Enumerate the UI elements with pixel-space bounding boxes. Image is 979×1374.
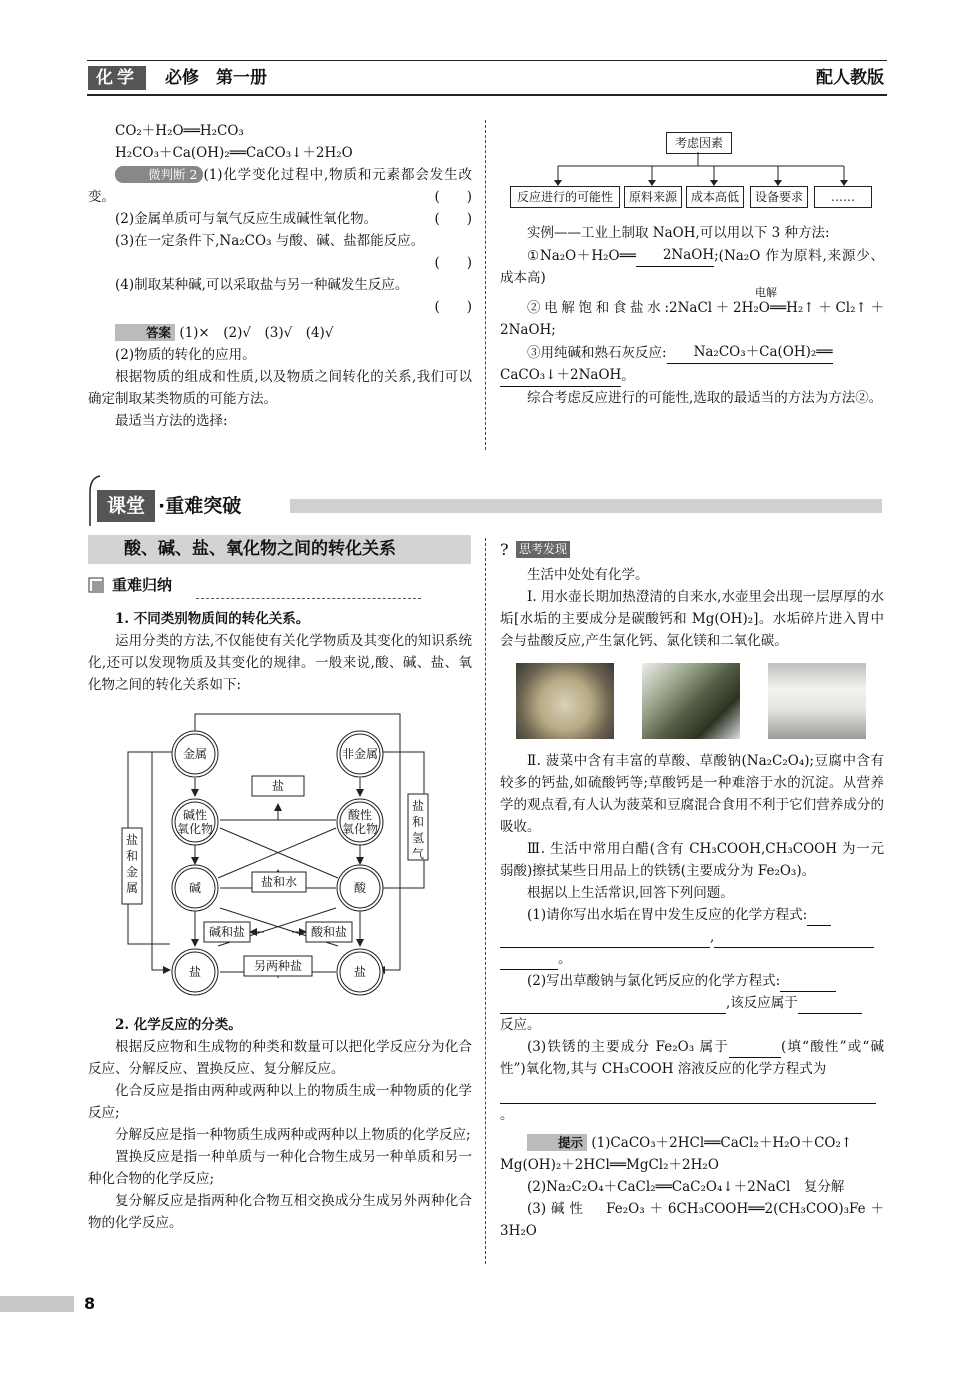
punctuation: 。 [621, 368, 635, 384]
answer-blank[interactable] [714, 947, 874, 948]
column-divider [485, 120, 486, 450]
book-title: 必修 第一册 [165, 68, 267, 88]
side-right-label: 气 [411, 847, 425, 861]
side-right-label: 氢 [411, 831, 425, 845]
answer-text: (1)× (2)√ (3)√ (4)√ [179, 325, 334, 341]
paragraph: (2)物质的转化的应用。 [115, 347, 256, 363]
paragraph: 根据物质的组成和性质,以及物质之间转化的关系,我们可以确定制取某类物质的可能方法。 [88, 369, 472, 407]
summary-rule [196, 598, 421, 599]
node-metal: 金属 [182, 747, 208, 761]
judge-question-2: (2)金属单质可与氧气反应生成碱性氧化物。 [115, 211, 378, 227]
judge-question-3: (3)在一定条件下,Na₂CO₃ 与酸、碱、盐都能反应。 [115, 233, 425, 249]
question-2-cont: ,该反应属于 [726, 995, 798, 1011]
answer-blank[interactable] [798, 1013, 862, 1014]
top-right-column [500, 222, 884, 409]
notebook-icon [88, 576, 106, 594]
answer-paren: ( ) [434, 299, 472, 315]
hint-tag: 提示 [527, 1134, 587, 1151]
side-right-label: 和 [411, 815, 425, 829]
paragraph: 生活中处处有化学。 [527, 567, 649, 583]
paragraph: 运用分类的方法,不仅能使有关化学物质及其变化的知识系统化,还可以发现物质及其变化的规律。一般来说,酸、碱、盐、氧化物之间的转化关系如下: [88, 633, 472, 693]
side-left-label: 和 [125, 849, 139, 863]
heading: 2. 化学反应的分类。 [115, 1017, 242, 1033]
box-acid-salt: 酸和盐 [310, 925, 348, 939]
answer-paren: ( ) [434, 255, 472, 271]
right-body-mid: Ⅱ. 菠菜中含有丰富的草酸、草酸钠(Na₂C₂O₄);豆腐中含有较多的钙盐,如硫酸钙等;草酸钙是一种难溶于水的沉淀。从营养学的观点看,有人认为菠菜和豆腐混合食用不利于它们营养成分的吸收。 Ⅲ. 生活中常用白醋(含有 CH₃COOH,CH₃COOH 为一元弱酸)擦拭某些日用品上的铁锈(主要成分为 Fe₂O₃)。 根据以上生活常识,回答下列问题。 (1)请你写出水垢在胃中发生反应的化学方程式: , 。 (2)写出草酸钠与氯化钙反应的化学方程式: ,该反应属于 反应。 (3)铁锈的主要成分 Fe₂O₃ 属于 (填“酸性”或“碱性”)氧化物,其与 CH₃COOH 溶液反应的化学方程式为 。 提示 (1)CaCO₃＋2HCl══CaCl₂＋H₂O＋CO₂↑ Mg(OH)₂＋2HCl══MgCl₂＋2H₂O (2)Na₂C₂O₄＋CaCl₂══CaC₂O₄↓＋2NaCl 复分解 (3)碱性 Fe₂O₃＋6CH₃COOH══2(CH₃COO)₃Fe＋3H₂O [500, 750, 884, 1242]
heading: 1. 不同类别物质间的转化关系。 [115, 611, 310, 627]
hint-1: (1)CaCO₃＋2HCl══CaCl₂＋H₂O＋CO₂↑ [591, 1135, 853, 1151]
paragraph: 根据反应物和生成物的种类和数量可以把化学反应分为化合反应、分解反应、置换反应、复分解反应。 [88, 1039, 472, 1077]
method-1-equation: ①Na₂O＋H₂O══ [527, 248, 636, 264]
electrolysis-condition: 电解 [755, 286, 777, 299]
hint-3: (3)碱性 Fe₂O₃＋6CH₃COOH══2(CH₃COO)₃Fe＋3H₂O [500, 1201, 884, 1239]
method-2: ②电解饱和食盐水:2NaCl＋2H₂O══H₂↑＋Cl₂↑＋2NaOH; [500, 300, 884, 338]
think-tag: 思考发现 [516, 541, 570, 558]
edition-label: 配人教版 [816, 68, 884, 88]
box-base-salt: 碱和盐 [208, 925, 246, 939]
section-title: ·重难突破 [158, 495, 242, 517]
method-3-fill: Na₂CO₃＋Ca(OH)₂══ [667, 341, 833, 364]
hint-2: (2)Na₂C₂O₄＋CaCl₂══CaC₂O₄↓＋2NaCl 复分解 [527, 1179, 845, 1195]
node-basic-oxide: 碱性 [182, 808, 208, 822]
method-3-fill: CaCO₃↓＋2NaOH [500, 364, 621, 387]
question-3: (3)铁锈的主要成分 Fe₂O₃ 属于 [527, 1039, 729, 1055]
answer-paren: ( ) [434, 189, 472, 205]
method-3-label: ③用纯碱和熟石灰反应: [527, 345, 667, 361]
factors-connectors [500, 152, 884, 186]
factor-item: 成本高低 [686, 186, 744, 208]
question-3-cont: (填“酸性”或“碱性”)氧化物,其与 CH₃COOH 溶液反应的化学方程式为 [500, 1039, 884, 1077]
factors-root: 考虑因素 [666, 132, 732, 154]
conversion-diagram [88, 708, 472, 1010]
factor-item: 反应进行的可能性 [510, 186, 620, 208]
box-salt: 盐 [271, 779, 285, 793]
equation: H₂CO₃＋Ca(OH)₂══CaCO₃↓＋2H₂O [115, 145, 353, 161]
answer-blank[interactable] [500, 1103, 876, 1104]
subject-label: 化学 [88, 66, 146, 90]
paragraph: 实例——工业上制取 NaOH,可以用以下 3 种方法: [527, 225, 830, 241]
equation: CO₂＋H₂O══H₂CO₃ [115, 123, 244, 139]
question-2-end: 反应。 [500, 1017, 541, 1033]
node-acidic-oxide: 酸性 [347, 808, 373, 822]
judge-question-4: (4)制取某种碱,可以采取盐与另一种碱发生反应。 [115, 277, 409, 293]
paragraph: 根据以上生活常识,回答下列问题。 [527, 885, 734, 901]
section-label: 课堂 [97, 490, 155, 522]
method-1-fill: 2NaOH [636, 244, 714, 267]
side-left-label: 金 [125, 865, 139, 879]
node-acidic-oxide-2: 氧化物 [341, 822, 379, 836]
node-salt-left: 盐 [188, 965, 202, 979]
paragraph: Ⅰ. 用水壶长期加热澄清的自来水,水壶里会出现一层厚厚的水垢[水垢的主要成分是碳酸钙和 Mg(OH)₂]。水垢碎片进入胃中会与盐酸反应,产生氯化钙、氯化镁和二氧化碳。 [500, 589, 884, 649]
spinach-photo [642, 663, 740, 739]
box-salt-water: 盐和水 [260, 875, 298, 889]
footer-bar [0, 1296, 74, 1312]
question-2: (2)写出草酸钠与氯化钙反应的化学方程式: [527, 973, 781, 989]
left-body-bottom [88, 1014, 472, 1234]
paragraph: Ⅱ. 菠菜中含有丰富的草酸、草酸钠(Na₂C₂O₄);豆腐中含有较多的钙盐,如硫酸钙等;草酸钙是一种难溶于水的沉淀。从营养学的观点看,有人认为菠菜和豆腐混合食用不利于它们营养成分的吸收。 [500, 753, 884, 835]
judge-question-1: (1)化学变化过程中,物质和元素都会发生改变。 [88, 167, 472, 205]
node-acid: 酸 [353, 881, 367, 895]
section-rule [290, 499, 882, 513]
page-number: 8 [84, 1294, 96, 1313]
answer-paren: ( ) [434, 211, 472, 227]
summary-tag: 重难归纳 [112, 576, 173, 594]
side-left-label: 盐 [125, 833, 139, 847]
paragraph: 化合反应是指由两种或两种以上的物质生成一种物质的化学反应; [88, 1083, 472, 1121]
box-two-salts: 另两种盐 [253, 959, 303, 973]
right-body-top [500, 564, 884, 652]
node-nonmetal: 非金属 [341, 747, 379, 761]
paragraph: 综合考虑反应进行的可能性,选取的最适当的方法为方法②。 [527, 390, 883, 406]
paragraph: 复分解反应是指两种化合物互相交换成分生成另外两种化合物的化学反应。 [88, 1193, 472, 1231]
node-base: 碱 [188, 881, 202, 895]
top-left-column [88, 120, 472, 432]
hint-1b: Mg(OH)₂＋2HCl══MgCl₂＋2H₂O [500, 1157, 719, 1173]
tofu-photo [768, 663, 866, 739]
method-1-note: ;(Na₂O 作为原料,来源少、成本高) [500, 248, 884, 286]
factor-item: …… [814, 186, 872, 208]
factor-item: 原料来源 [624, 186, 682, 208]
left-body-top [88, 608, 472, 696]
question-1: (1)请你写出水垢在胃中发生反应的化学方程式: [527, 907, 808, 923]
column-divider [485, 538, 486, 1264]
node-basic-oxide-2: 氧化物 [176, 822, 214, 836]
answer-blank[interactable] [729, 1057, 781, 1058]
node-salt-right: 盐 [353, 965, 367, 979]
side-right-label: 盐 [411, 799, 425, 813]
subsection-title: 酸、碱、盐、氧化物之间的转化关系 [124, 539, 396, 559]
paragraph: 置换反应是指一种单质与一种化合物生成另一种单质和另一种化合物的化学反应; [88, 1149, 472, 1187]
paragraph: 分解反应是指一种物质生成两种或两种以上物质的化学反应; [115, 1127, 471, 1143]
side-left-label: 属 [125, 881, 139, 895]
lightbulb-icon: ? [500, 540, 509, 559]
factor-item: 设备要求 [750, 186, 808, 208]
kettle-scale-photo [516, 663, 614, 739]
judge-tag: 微判断 2 [115, 166, 203, 183]
paragraph: Ⅲ. 生活中常用白醋(含有 CH₃COOH,CH₃COOH 为一元弱酸)擦拭某些日用品上的铁锈(主要成分为 Fe₂O₃)。 [500, 841, 884, 879]
answer-tag: 答案 [115, 324, 175, 341]
paragraph: 最适当方法的选择: [115, 413, 228, 429]
